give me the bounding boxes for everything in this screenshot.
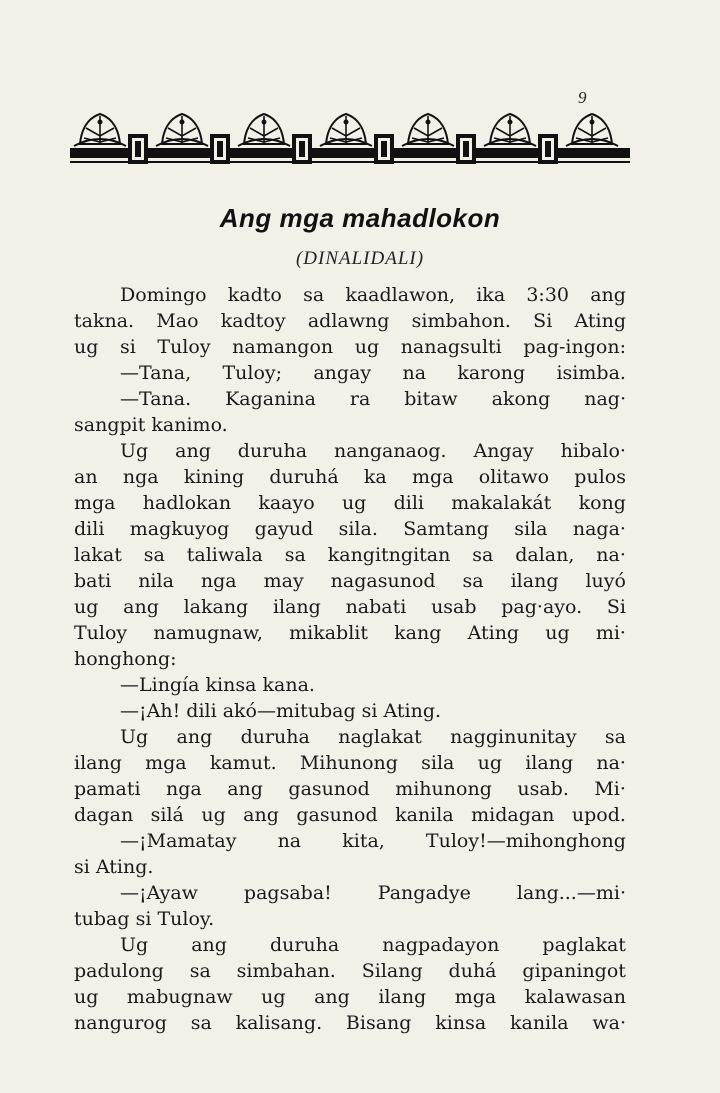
word: ang — [227, 778, 263, 800]
word: kanila — [395, 804, 454, 826]
word: duruha — [240, 726, 310, 748]
word: mga — [74, 492, 116, 514]
word: kong — [578, 492, 626, 514]
word: dili — [74, 518, 105, 540]
word: Tuloy — [74, 622, 128, 644]
word: dili — [393, 492, 424, 514]
word: taliwala — [186, 544, 263, 566]
word: kining — [183, 466, 245, 488]
word: Si — [606, 596, 626, 618]
text-line — [74, 516, 626, 542]
word: duruha — [237, 440, 308, 462]
word: dalan, — [515, 544, 575, 566]
word: nagasunod — [330, 570, 436, 592]
word: nga — [200, 570, 237, 592]
word: sa — [604, 726, 626, 748]
word: Ug — [120, 726, 149, 748]
word: ug — [545, 622, 570, 644]
word: sa — [472, 544, 494, 566]
text-line — [74, 932, 626, 958]
text-line — [74, 360, 626, 386]
word: akó—mitubag — [222, 700, 362, 722]
word: simbahon. — [411, 310, 511, 332]
word: mga — [454, 986, 497, 1008]
text-line — [74, 880, 626, 906]
text-line — [74, 646, 626, 672]
word: ang — [176, 726, 213, 748]
word: si — [74, 856, 96, 878]
word: Ating — [467, 622, 520, 644]
word: Mi· — [594, 778, 626, 800]
text-line — [74, 750, 626, 776]
chapter-subtitle: (DINALIDALI) — [295, 248, 425, 269]
word: na· — [596, 752, 626, 774]
word: nagpadayon — [382, 934, 500, 956]
word: —¡Ayaw — [120, 882, 198, 904]
word: duruha — [269, 934, 340, 956]
text-line — [74, 672, 626, 698]
decorative-header-ornament — [70, 104, 630, 174]
word: ilang — [74, 752, 122, 774]
word: ug — [477, 752, 503, 774]
word: sa — [143, 544, 165, 566]
word: honghong: — [74, 648, 177, 670]
word: si — [361, 700, 384, 722]
word: Silang — [361, 960, 423, 982]
word: Tuloy; — [222, 362, 283, 384]
word: ug — [261, 986, 286, 1008]
word: adlawng — [307, 310, 390, 332]
word: ug — [341, 492, 367, 514]
word: ug — [201, 804, 226, 826]
page-number: 9 — [578, 88, 587, 107]
word: Samtang — [403, 518, 489, 540]
word: gasunod — [288, 778, 370, 800]
text-line — [74, 698, 626, 724]
word: ug — [74, 336, 99, 358]
word: lakat — [74, 544, 122, 566]
word: nanganaog. — [334, 440, 447, 462]
word: na — [277, 830, 302, 852]
word: bitaw — [404, 388, 458, 410]
word: kadto — [227, 284, 282, 306]
word: nga — [166, 778, 202, 800]
word: Ug — [120, 934, 149, 956]
word: pamati — [74, 778, 141, 800]
word: sa — [303, 284, 325, 306]
word: kana. — [262, 674, 315, 696]
text-line — [74, 412, 626, 438]
word: akong — [491, 388, 551, 410]
text-line — [74, 334, 626, 360]
text-line — [74, 620, 626, 646]
word: wa· — [592, 1012, 626, 1034]
word: na· — [596, 544, 626, 566]
word: tubag — [74, 908, 136, 930]
text-line — [74, 438, 626, 464]
word: lakang — [183, 596, 249, 618]
word: kalawasan — [524, 986, 626, 1008]
text-line — [74, 1010, 626, 1036]
word: Mao — [156, 310, 199, 332]
word: karong — [457, 362, 526, 384]
word: —¡Mamatay — [120, 830, 237, 852]
word: lang...—mi· — [516, 882, 626, 904]
word: sa — [190, 1012, 212, 1034]
word: na — [402, 362, 427, 384]
word: kangitngitan — [327, 544, 451, 566]
word: an — [74, 466, 98, 488]
word: gipaningot — [522, 960, 626, 982]
word: makalakát — [451, 492, 552, 514]
word: upod. — [571, 804, 626, 826]
text-line — [74, 490, 626, 516]
text-line — [74, 724, 626, 750]
word: dili — [186, 700, 223, 722]
text-line — [74, 802, 626, 828]
word: Ug — [120, 440, 149, 462]
word: luyó — [585, 570, 626, 592]
word: sa — [189, 960, 211, 982]
word: dagan — [74, 804, 134, 826]
text-line — [74, 386, 626, 412]
word: ang — [314, 986, 350, 1008]
word: nanagsulti — [400, 336, 502, 358]
word: midagan — [471, 804, 555, 826]
word: sangpit — [74, 414, 152, 436]
word: Ating. — [95, 856, 154, 878]
word: ang — [191, 934, 227, 956]
word: nga — [122, 466, 159, 488]
text-line — [74, 828, 626, 854]
word: ka — [363, 466, 387, 488]
word: sila — [514, 518, 548, 540]
word: takna. — [74, 310, 135, 332]
word: paglakat — [542, 934, 626, 956]
word: nabati — [345, 596, 407, 618]
word: Mihunong — [299, 752, 398, 774]
word: kaayo — [258, 492, 315, 514]
word: mga — [412, 466, 454, 488]
text-line — [74, 542, 626, 568]
word: bati — [74, 570, 112, 592]
word: kaadlawon, — [345, 284, 456, 306]
word: kinsa — [435, 1012, 487, 1034]
text-line — [74, 308, 626, 334]
text-line — [74, 464, 626, 490]
word: sila — [421, 752, 455, 774]
word: angay — [313, 362, 372, 384]
word: —Tana. — [120, 388, 192, 410]
word: simbahan. — [236, 960, 336, 982]
word: ika — [476, 284, 506, 306]
word: usab. — [517, 778, 569, 800]
word: Ating. — [383, 700, 442, 722]
word: ug — [74, 986, 99, 1008]
word: ilang — [378, 986, 427, 1008]
word: sa — [462, 570, 484, 592]
word: silá — [150, 804, 184, 826]
word: ug — [74, 596, 99, 618]
word: duhá — [448, 960, 497, 982]
text-line — [74, 776, 626, 802]
word: kanila — [509, 1012, 569, 1034]
word: kanimo. — [151, 414, 228, 436]
word: Domingo — [120, 284, 207, 306]
word: Pangadye — [377, 882, 471, 904]
word: kalisang. — [235, 1012, 323, 1034]
word: ra — [349, 388, 371, 410]
text-line — [74, 906, 626, 932]
word: nagginunitay — [450, 726, 577, 748]
word: Kaganina — [225, 388, 316, 410]
word: usab — [431, 596, 477, 618]
text-line — [74, 958, 626, 984]
word: nila — [138, 570, 174, 592]
word: padulong — [74, 960, 164, 982]
text-line — [74, 282, 626, 308]
word: si — [135, 908, 158, 930]
word: mi· — [595, 622, 626, 644]
word: hibalo· — [560, 440, 626, 462]
text-line — [74, 568, 626, 594]
word: magkuyog — [129, 518, 230, 540]
word: Si — [533, 310, 553, 332]
chapter-title: Ang mga mahadlokon — [219, 203, 501, 233]
word: Tuloy!—mihonghong — [425, 830, 626, 852]
word: isimba. — [556, 362, 626, 384]
word: olitawo — [478, 466, 550, 488]
word: mga — [145, 752, 187, 774]
word: kita, — [342, 830, 385, 852]
word: sila. — [338, 518, 378, 540]
word: pagsaba! — [243, 882, 332, 904]
word: hadlokan — [142, 492, 232, 514]
word: Ating — [574, 310, 626, 332]
word: may — [263, 570, 304, 592]
word: 3:30 — [526, 284, 570, 306]
word: nangurog — [74, 1012, 167, 1034]
text-line — [74, 854, 626, 880]
word: mihunong — [395, 778, 492, 800]
word: mikablit — [289, 622, 368, 644]
word: naga· — [572, 518, 626, 540]
word: ang — [175, 440, 211, 462]
word: si — [119, 336, 136, 358]
word: mabugnaw — [126, 986, 233, 1008]
word: —Lingía — [120, 674, 206, 696]
word: ang — [590, 284, 626, 306]
text-line — [74, 984, 626, 1010]
word: —¡Ah! — [120, 700, 187, 722]
word: sa — [284, 544, 306, 566]
word: nag· — [584, 388, 626, 410]
word: kinsa — [205, 674, 263, 696]
word: ang — [123, 596, 159, 618]
word: ang — [243, 804, 279, 826]
word: duruhá — [269, 466, 339, 488]
word: Tuloy — [157, 336, 211, 358]
text-line — [74, 594, 626, 620]
word: ug — [354, 336, 380, 358]
word: pag·ayo. — [501, 596, 583, 618]
word: namugnaw, — [153, 622, 263, 644]
word: kadtoy — [220, 310, 286, 332]
word: namangon — [232, 336, 334, 358]
word: gasunod — [296, 804, 378, 826]
word: ilang — [525, 752, 574, 774]
word: pulos — [574, 466, 626, 488]
body-text — [74, 282, 626, 1036]
word: —Tana, — [120, 362, 192, 384]
word: kang — [394, 622, 442, 644]
word: gayud — [254, 518, 314, 540]
word: naglakat — [338, 726, 422, 748]
word: Tuloy. — [157, 908, 215, 930]
word: Bisang — [345, 1012, 412, 1034]
word: Angay — [473, 440, 534, 462]
word: pag-ingon: — [523, 336, 626, 358]
word: kamut. — [209, 752, 277, 774]
word: ilang — [510, 570, 559, 592]
word: ilang — [272, 596, 321, 618]
